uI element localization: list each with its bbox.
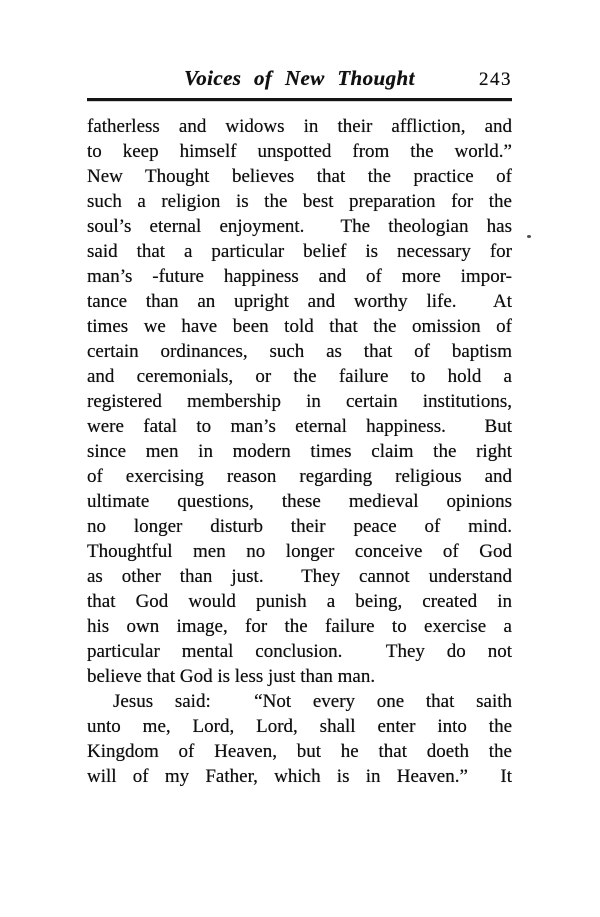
text-line-paragraph-end: believe that God is less just than man. bbox=[87, 665, 376, 687]
text-line: Kingdom of Heaven, but he that doeth the bbox=[87, 740, 512, 762]
text-line: soul’s eternal enjoyment. The theologian has bbox=[87, 215, 512, 237]
header-rule bbox=[87, 98, 512, 101]
body-text bbox=[87, 114, 512, 789]
text-line: said that a particular belief is necessary for bbox=[87, 240, 512, 262]
text-line: fatherless and widows in their affliction, and bbox=[87, 115, 512, 137]
text-line: Thoughtful men no longer conceive of God bbox=[87, 540, 512, 562]
page-title: Voices of New Thought bbox=[184, 66, 415, 90]
text-line: his own image, for the failure to exercise a bbox=[87, 615, 512, 637]
text-line-paragraph-start: Jesus said: “Not every one that saith bbox=[113, 690, 512, 712]
page-header bbox=[87, 64, 512, 92]
scan-speck bbox=[527, 235, 531, 238]
text-line: as other than just. They cannot understand bbox=[87, 565, 512, 587]
text-line: particular mental conclusion. They do not bbox=[87, 640, 512, 662]
text-line: New Thought believes that the practice of bbox=[87, 165, 512, 187]
text-line: unto me, Lord, Lord, shall enter into the bbox=[87, 715, 512, 737]
text-line: that God would punish a being, created in bbox=[87, 590, 512, 612]
text-line: registered membership in certain institutions, bbox=[87, 390, 512, 412]
page-number: 243 bbox=[479, 69, 512, 90]
text-line: to keep himself unspotted from the world.” bbox=[87, 140, 512, 162]
text-line: certain ordinances, such as that of baptism bbox=[87, 340, 512, 362]
text-line: and ceremonials, or the failure to hold a bbox=[87, 365, 512, 387]
text-line: no longer disturb their peace of mind. bbox=[87, 515, 512, 537]
text-line: ultimate questions, these medieval opinions bbox=[87, 490, 512, 512]
text-line: times we have been told that the omission of bbox=[87, 315, 512, 337]
text-line: were fatal to man’s eternal happiness. But bbox=[87, 415, 512, 437]
text-line: tance than an upright and worthy life. At bbox=[87, 290, 512, 312]
text-line: since men in modern times claim the right bbox=[87, 440, 512, 462]
text-column bbox=[87, 64, 512, 789]
text-line: of exercising reason regarding religious and bbox=[87, 465, 512, 487]
text-line: will of my Father, which is in Heaven.” It bbox=[87, 765, 512, 787]
text-line: man’s -future happiness and of more impor- bbox=[87, 265, 512, 287]
text-line: such a religion is the best preparation for the bbox=[87, 190, 512, 212]
